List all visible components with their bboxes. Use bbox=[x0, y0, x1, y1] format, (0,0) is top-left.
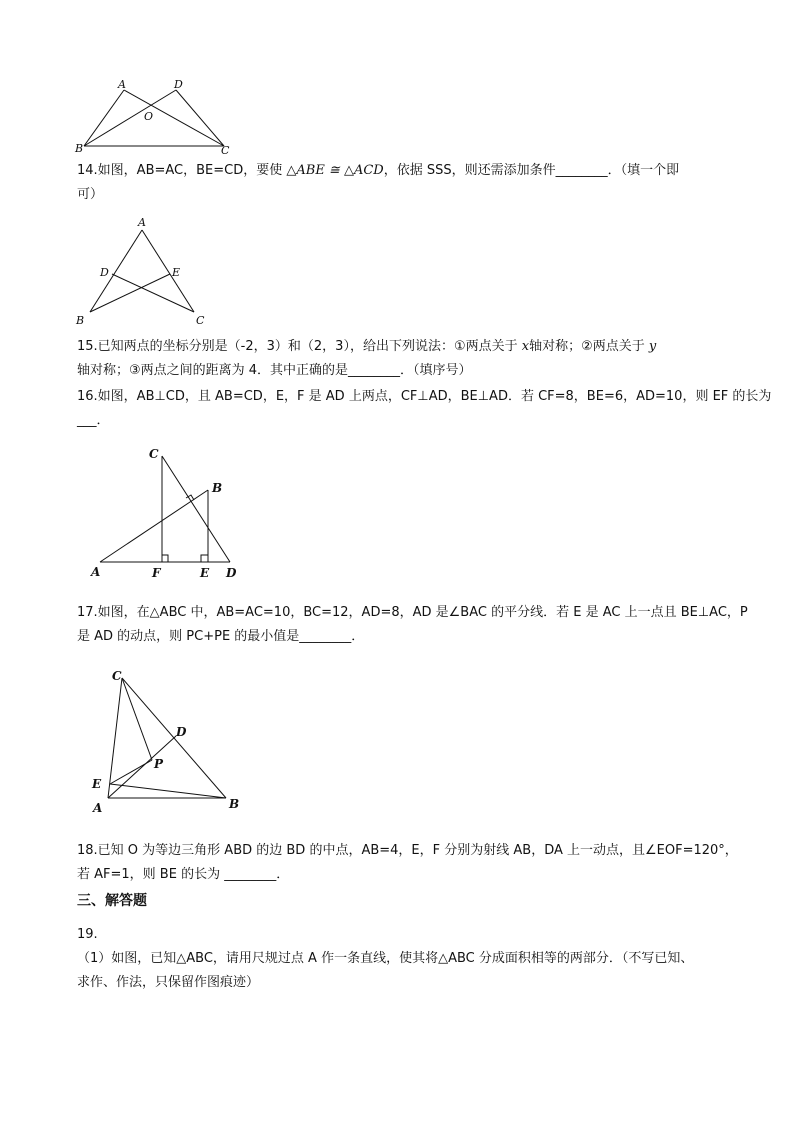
label-F: F bbox=[152, 566, 161, 580]
label-E: E bbox=[92, 777, 102, 791]
label-D: D bbox=[174, 78, 183, 91]
label-E: E bbox=[172, 266, 181, 279]
q16-line1: 16.如图，AB⊥CD，且 AB=CD，E，F 是 AD 上两点，CF⊥AD，BE⊥AD．若 CF=8，BE=6，AD=10，则 EF 的长为 bbox=[77, 389, 772, 404]
label-C: C bbox=[112, 669, 122, 683]
label-D: D bbox=[226, 566, 237, 580]
label-O: O bbox=[144, 110, 154, 123]
q14-line2: 可） bbox=[77, 187, 104, 202]
label-B: B bbox=[75, 142, 84, 155]
q19-line1: （1）如图，已知△ABC，请用尺规过点 A 作一条直线，使其将△ABC 分成面积相等的两部分．（不写已知、 bbox=[77, 951, 694, 966]
figure-q13 bbox=[74, 78, 234, 158]
label-C: C bbox=[196, 314, 205, 327]
label-A: A bbox=[118, 78, 126, 91]
section-heading: 三、解答题 bbox=[77, 893, 147, 909]
q18-line2: 若 AF=1，则 BE 的长为 ________． bbox=[77, 867, 290, 882]
label-E: E bbox=[200, 566, 210, 580]
label-A: A bbox=[93, 801, 103, 815]
q17-line2: 是 AD 的动点，则 PC+PE 的最小值是________． bbox=[77, 629, 365, 644]
q14-text-b: ，依据 SSS，则还需添加条件________．（填一个即 bbox=[383, 163, 680, 178]
figure-q17 bbox=[84, 662, 254, 818]
q14-text-a: 14.如图，AB=AC，BE=CD，要使 bbox=[77, 163, 287, 178]
q19-line2: 求作、作法，只保留作图痕迹） bbox=[77, 975, 260, 990]
q14-math: △ABE ≅ △ACD bbox=[286, 163, 384, 178]
label-D: D bbox=[100, 266, 109, 279]
label-B: B bbox=[229, 797, 240, 811]
q15-line2: 轴对称；③两点之间的距离为 4．其中正确的是________．（填序号） bbox=[77, 363, 472, 378]
label-B: B bbox=[212, 481, 223, 495]
q15-text-a: 15.已知两点的坐标分别是（-2，3）和（2，3），给出下列说法：①两点关于 bbox=[77, 339, 522, 354]
q15-line1 bbox=[77, 338, 656, 356]
q16-line2: ___． bbox=[77, 413, 110, 428]
q18-line1: 18.已知 O 为等边三角形 ABD 的边 BD 的中点，AB=4，E，F 分别为射线 AB，DA 上一动点，且∠EOF=120°， bbox=[77, 843, 738, 858]
label-A: A bbox=[91, 565, 101, 579]
label-P: P bbox=[154, 757, 164, 771]
q15-text-b: 轴对称；②两点关于 bbox=[529, 339, 649, 354]
q19-number: 19. bbox=[77, 927, 98, 942]
label-D: D bbox=[176, 725, 187, 739]
label-A: A bbox=[138, 216, 146, 229]
q15-y: y bbox=[648, 339, 657, 354]
figure-q16 bbox=[86, 444, 256, 584]
q14-line1 bbox=[77, 162, 679, 180]
label-C: C bbox=[149, 447, 159, 461]
label-B: B bbox=[76, 314, 85, 327]
label-C: C bbox=[221, 144, 230, 157]
q17-line1: 17.如图，在△ABC 中，AB=AC=10，BC=12，AD=8，AD 是∠BAC 的平分线．若 E 是 AC 上一点且 BE⊥AC，P bbox=[77, 605, 748, 620]
q15-x: x bbox=[521, 339, 530, 354]
figure-q14 bbox=[74, 214, 214, 330]
